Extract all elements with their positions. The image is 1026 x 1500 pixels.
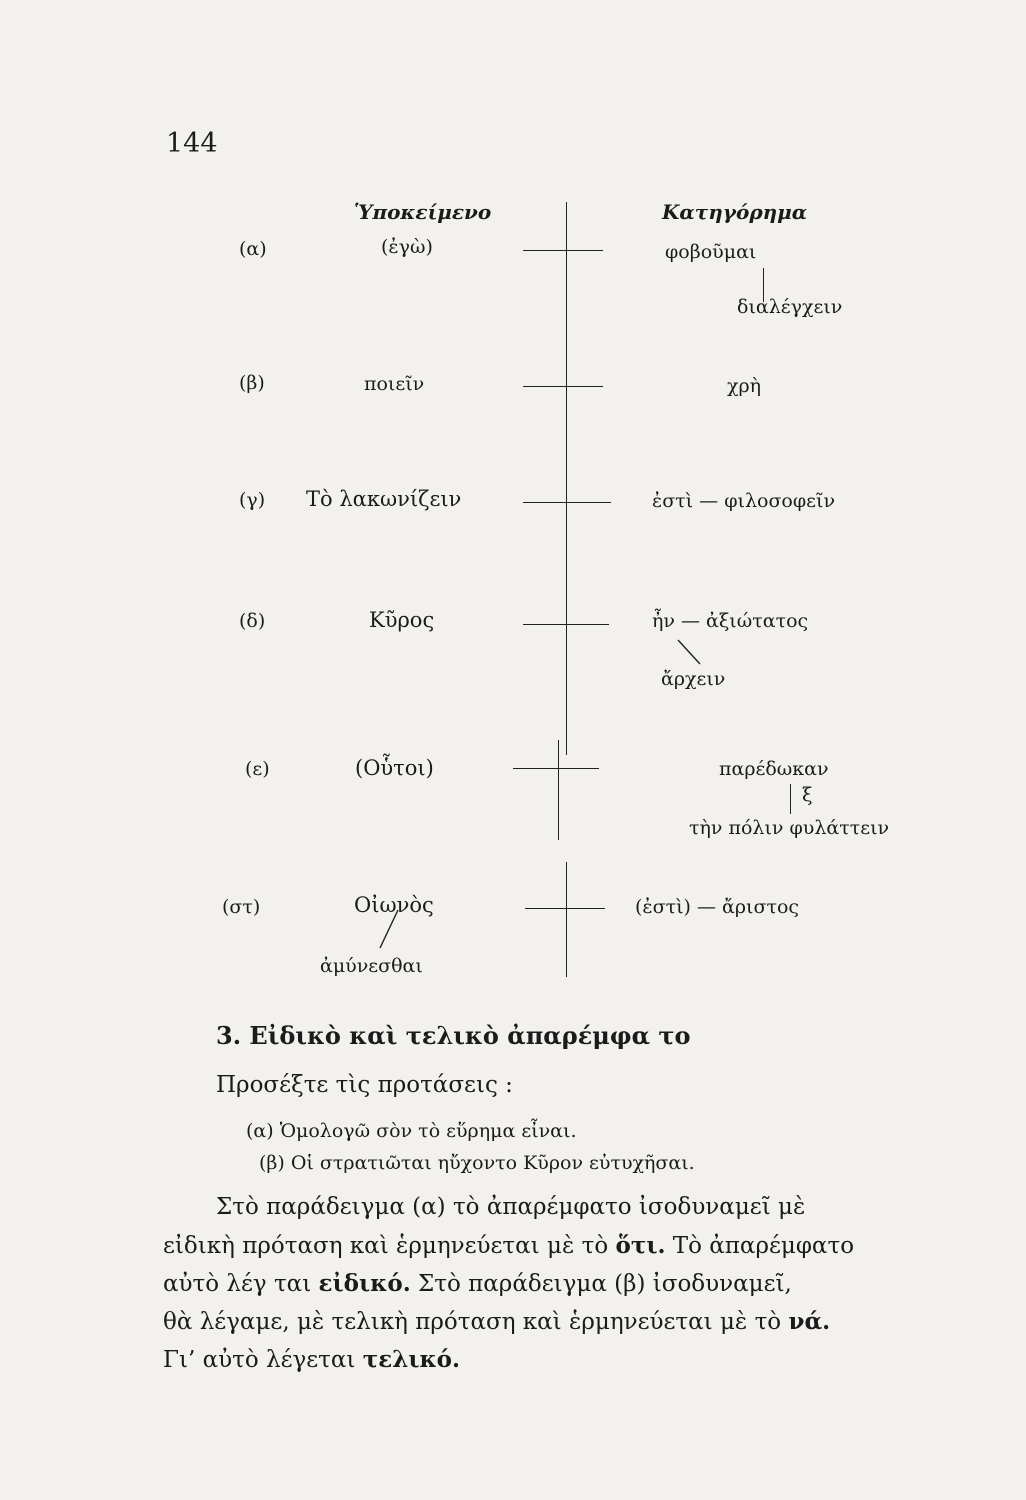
row-label: (ε): [245, 758, 270, 780]
row-dependent: ἀμύνεσθαι: [320, 955, 423, 977]
paragraph-line: θὰ λέγαμε, μὲ τελικὴ πρόταση καὶ ἑρμηνεύεται μὲ τὸ νά.: [163, 1308, 831, 1335]
dependent-connector: [790, 784, 791, 814]
row-label: (γ): [239, 489, 266, 511]
section-intro: Προσέξτε τὶς προτάσεις :: [216, 1072, 513, 1098]
row-subject: ποιεῖν: [364, 373, 425, 395]
row-subject: (ἐγὼ): [381, 236, 433, 258]
row-subject: Οἰωνὸς: [354, 893, 434, 917]
paragraph-line: αὐτὸ λέγ ται εἰδικό. Στὸ παράδειγμα (β) ἰσοδυναμεῖ,: [163, 1270, 792, 1297]
example-sentence: (β) Οἱ στρατιῶται ηὔχοντο Κῦρον εὐτυχῆσαι.: [259, 1152, 695, 1174]
row-dependent: ἄρχειν: [661, 668, 726, 690]
emphasis-teliko: τελικό.: [362, 1346, 461, 1373]
example-sentence: (α) Ὁμολογῶ σὸν τὸ εὕρημα εἶναι.: [246, 1120, 577, 1142]
row-connector: [525, 908, 605, 909]
section-heading: 3. Εἰδικὸ καὶ τελικὸ ἀπαρέμφα το: [216, 1021, 691, 1050]
row-predicate: παρέδωκαν: [719, 758, 829, 780]
emphasis-eidiko: εἰδικό.: [318, 1270, 411, 1297]
row-dependent: διαλέγχειν: [737, 296, 843, 318]
paragraph-line: Στὸ παράδειγμα (α) τὸ ἀπαρέμφατο ἰσοδυναμεῖ μὲ: [216, 1194, 806, 1220]
row-label: (στ): [222, 896, 261, 918]
subject-header: Ὑποκείμενο: [354, 200, 492, 224]
row-predicate: φοβοῦμαι: [665, 241, 757, 263]
predicate-header: Κατηγόρημα: [662, 200, 808, 224]
dependent-mark: ξ: [802, 784, 813, 806]
row-label: (α): [239, 238, 267, 260]
row-subject: (Οὗτοι): [355, 756, 434, 780]
emphasis-na: νά.: [788, 1308, 831, 1335]
paragraph-line: εἰδικὴ πρόταση καὶ ἑρμηνεύεται μὲ τὸ ὅτι. Τὸ ἀπαρέμφατο: [163, 1232, 855, 1259]
paragraph-line: Γι’ αὐτὸ λέγεται τελικό.: [163, 1346, 461, 1373]
row-label: (δ): [239, 610, 266, 632]
row-subject: Κῦρος: [369, 608, 435, 632]
row-dependent: τὴν πόλιν φυλάττειν: [689, 817, 890, 839]
page-number: 144: [166, 128, 218, 159]
row-subject: Τὸ λακωνίζειν: [306, 487, 462, 511]
row-predicate: ἦν — ἀξιώτατος: [652, 610, 809, 632]
row-predicate: ἐστὶ — φιλοσοφεῖν: [652, 490, 835, 512]
row-connector: [513, 768, 599, 769]
emphasis-oti: ὅτι.: [615, 1232, 666, 1259]
row-predicate: χρὴ: [727, 375, 762, 397]
row-label: (β): [239, 372, 265, 394]
row-predicate: (ἐστὶ) — ἄριστος: [635, 896, 800, 918]
